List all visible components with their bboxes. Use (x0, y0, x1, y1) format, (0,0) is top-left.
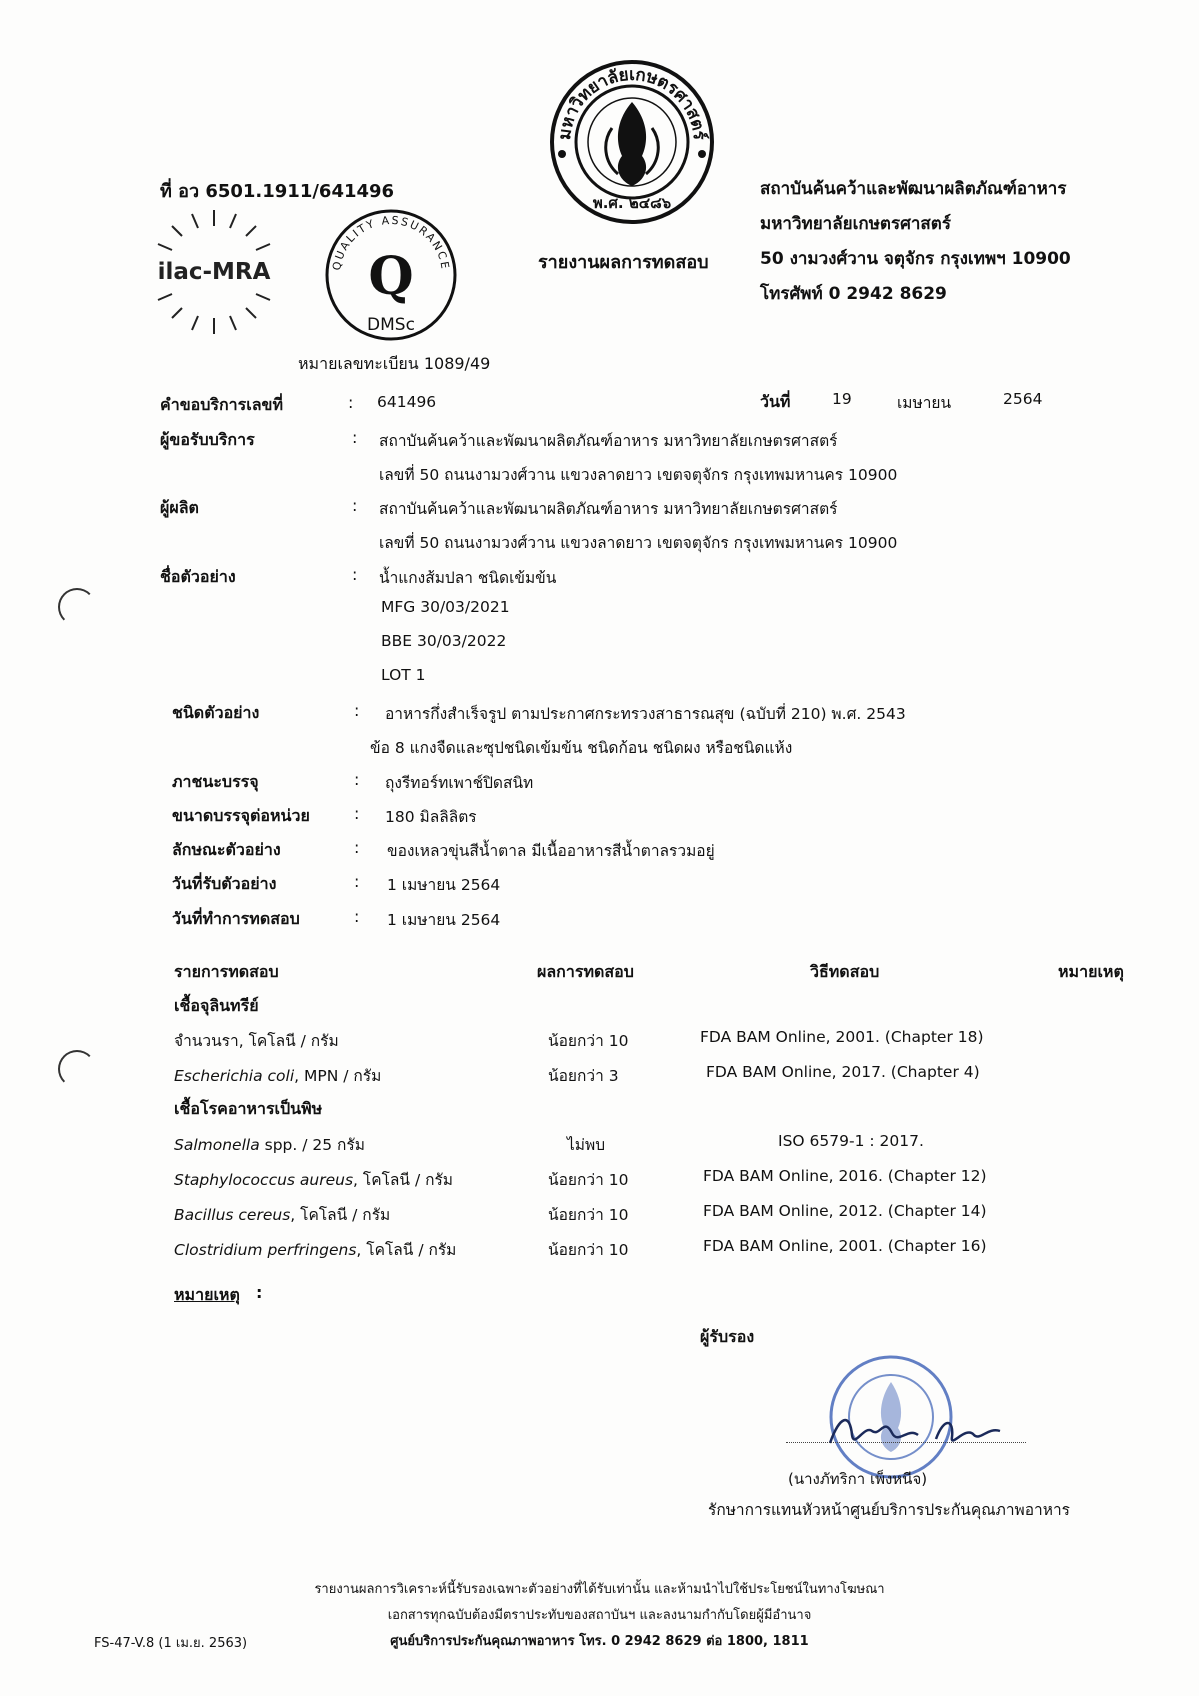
ilac-mra-logo (148, 206, 280, 338)
organism-name: Salmonella (174, 1136, 260, 1154)
category-food-poisoning: เชื้อโรคอาหารเป็นพิษ (174, 1099, 323, 1118)
colon: : (354, 872, 360, 891)
test-item (174, 1237, 456, 1262)
form-code: FS-47-V.8 (1 เม.ย. 2563) (94, 1636, 248, 1651)
manufacturer-label: ผู้ผลิต (160, 498, 199, 517)
sample-name: น้ำแกงส้มปลา ชนิดเข้มข้น (379, 569, 557, 587)
test-method: FDA BAM Online, 2001. (Chapter 18) (700, 1028, 984, 1046)
signer-name: (นางภัทริกา เพ็งหนีจ) (788, 1470, 928, 1488)
client-address: เลขที่ 50 ถนนงามวงศ์วาน แขวงลาดยาว เขตจตุจักร กรุงเทพมหานคร 10900 (379, 466, 898, 484)
test-result: ไม่พบ (567, 1136, 606, 1154)
institute-line: โทรศัพท์ 0 2942 8629 (760, 284, 947, 304)
unit: จำนวนรา, โคโลนี / กรัม (174, 1032, 339, 1050)
test-result: น้อยกว่า 10 (548, 1206, 629, 1224)
unit: , โคโลนี / กรัม (356, 1241, 457, 1259)
footer-line: ศูนย์บริการประกันคุณภาพอาหาร โทร. 0 2942 8629 ต่อ 1800, 1811 (390, 1634, 809, 1649)
appearance-label: ลักษณะตัวอย่าง (172, 840, 281, 859)
container-label: ภาชนะบรรจุ (172, 772, 259, 791)
organism-name: Bacillus cereus (174, 1206, 291, 1224)
manufacturer-name: สถาบันค้นคว้าและพัฒนาผลิตภัณฑ์อาหาร มหาวิทยาลัยเกษตรศาสตร์ (379, 500, 838, 518)
colon: : (354, 907, 360, 926)
test-item (174, 1167, 453, 1192)
pack-size-label: ขนาดบรรจุต่อหน่วย (172, 806, 310, 825)
svg-text:Q: Q (368, 246, 414, 307)
test-method: FDA BAM Online, 2001. (Chapter 16) (703, 1237, 987, 1255)
svg-text:พ.ศ. ๒๔๘๖: พ.ศ. ๒๔๘๖ (592, 194, 672, 212)
colon: : (256, 1283, 263, 1302)
test-method: FDA BAM Online, 2017. (Chapter 4) (706, 1063, 980, 1081)
test-method: FDA BAM Online, 2012. (Chapter 14) (703, 1202, 987, 1220)
date-label: วันที่ (760, 392, 791, 411)
university-seal-logo (548, 58, 716, 226)
sample-type-detail: ข้อ 8 แกงจืดและซุปชนิดเข้มข้น ชนิดก้อน ชนิดผง หรือชนิดแห้ง (370, 739, 793, 757)
organism-name: Clostridium perfringens (174, 1241, 357, 1259)
date-year: 2564 (1003, 390, 1043, 408)
test-item (174, 1132, 365, 1157)
test-result: น้อยกว่า 3 (548, 1067, 619, 1085)
colon: : (354, 770, 360, 789)
received-date: 1 เมษายน 2564 (387, 876, 501, 894)
colon: : (354, 804, 360, 823)
registration-number: หมายเลขทะเบียน 1089/49 (298, 354, 491, 373)
svg-text:ilac-MRA: ilac-MRA (157, 259, 271, 285)
colon: : (352, 565, 358, 584)
header-result: ผลการทดสอบ (537, 962, 634, 981)
header-remark: หมายเหตุ (1058, 962, 1124, 981)
unit: , โคโลนี / กรัม (353, 1171, 454, 1189)
footer-line: เอกสารทุกฉบับต้องมีตราประทับของสถาบันฯ และลงนามกำกับโดยผู้มีอำนาจ (387, 1608, 812, 1623)
test-date-label: วันที่ทำการทดสอบ (172, 909, 300, 928)
request-number: 641496 (377, 393, 437, 411)
signer-position: รักษาการแทนหัวหน้าศูนย์บริการประกันคุณภาพอาหาร (708, 1501, 1070, 1519)
date-day: 19 (832, 390, 852, 408)
date-month: เมษายน (897, 394, 952, 412)
handwritten-signature (826, 1405, 1006, 1455)
unit: spp. / 25 กรัม (259, 1136, 365, 1154)
colon: : (352, 496, 358, 515)
client-label: ผู้ขอรับบริการ (160, 430, 255, 449)
svg-text:มหาวิทยาลัยเกษตรศาสตร์: มหาวิทยาลัยเกษตรศาสตร์ (554, 64, 710, 141)
colon: : (348, 393, 354, 412)
sample-bbe: BBE 30/03/2022 (381, 632, 507, 650)
client-name: สถาบันค้นคว้าและพัฒนาผลิตภัณฑ์อาหาร มหาวิทยาลัยเกษตรศาสตร์ (379, 432, 838, 450)
svg-text:QUALITY ASSURANCE: QUALITY ASSURANCE (330, 213, 452, 272)
container: ถุงรีทอร์ทเพาช์ปิดสนิท (385, 774, 534, 792)
test-method: ISO 6579-1 : 2017. (778, 1132, 924, 1150)
report-title: รายงานผลการทดสอบ (538, 252, 709, 273)
request-number-label: คำขอบริการเลขที่ (160, 395, 284, 414)
test-result: น้อยกว่า 10 (548, 1171, 629, 1189)
pack-size: 180 มิลลิลิตร (385, 808, 477, 826)
institute-line: 50 งามวงศ์วาน จตุจักร กรุงเทพฯ 10900 (760, 249, 1071, 269)
dmsc-quality-assurance-logo (322, 206, 460, 344)
remark-label: หมายเหตุ (174, 1285, 240, 1304)
organism-name: Staphylococcus aureus (174, 1171, 354, 1189)
sample-type: อาหารกึ่งสำเร็จรูป ตามประกาศกระทรวงสาธารณสุข (ฉบับที่ 210) พ.ศ. 2543 (385, 705, 906, 723)
test-result: น้อยกว่า 10 (548, 1241, 629, 1259)
punch-hole (58, 588, 96, 626)
organism-name: Escherichia coli (174, 1067, 295, 1085)
test-result: น้อยกว่า 10 (548, 1032, 629, 1050)
manufacturer-address: เลขที่ 50 ถนนงามวงศ์วาน แขวงลาดยาว เขตจตุจักร กรุงเทพมหานคร 10900 (379, 534, 898, 552)
sample-name-label: ชื่อตัวอย่าง (160, 567, 236, 586)
test-method: FDA BAM Online, 2016. (Chapter 12) (703, 1167, 987, 1185)
test-date: 1 เมษายน 2564 (387, 911, 501, 929)
document-number: ที่ อว 6501.1911/641496 (160, 181, 395, 202)
colon: : (354, 701, 360, 720)
institute-address (760, 172, 1071, 312)
test-item (174, 1028, 339, 1053)
header-test-item: รายการทดสอบ (174, 962, 279, 981)
colon: : (352, 428, 358, 447)
signature-line (786, 1442, 1026, 1443)
institute-line: สถาบันค้นคว้าและพัฒนาผลิตภัณฑ์อาหาร (760, 179, 1067, 199)
certifier-label: ผู้รับรอง (700, 1327, 755, 1346)
institute-line: มหาวิทยาลัยเกษตรศาสตร์ (760, 214, 951, 234)
sample-type-label: ชนิดตัวอย่าง (172, 703, 260, 722)
unit: , MPN / กรัม (294, 1067, 382, 1085)
test-item (174, 1063, 381, 1088)
unit: , โคโลนี / กรัม (290, 1206, 391, 1224)
sample-lot: LOT 1 (381, 666, 426, 684)
category-microorganisms: เชื้อจุลินทรีย์ (174, 996, 259, 1015)
svg-text:DMSc: DMSc (367, 315, 415, 335)
appearance: ของเหลวขุ่นสีน้ำตาล มีเนื้ออาหารสีน้ำตาลรวมอยู่ (387, 842, 715, 860)
footer-line: รายงานผลการวิเคราะห์นี้รับรองเฉพาะตัวอย่างที่ได้รับเท่านั้น และห้ามนำไปใช้ประโยชน์ในทางโฆษณา (314, 1582, 885, 1597)
sample-mfg: MFG 30/03/2021 (381, 598, 510, 616)
header-method: วิธีทดสอบ (810, 962, 880, 981)
received-date-label: วันที่รับตัวอย่าง (172, 874, 277, 893)
test-item (174, 1202, 390, 1227)
punch-hole (58, 1050, 96, 1088)
colon: : (354, 838, 360, 857)
